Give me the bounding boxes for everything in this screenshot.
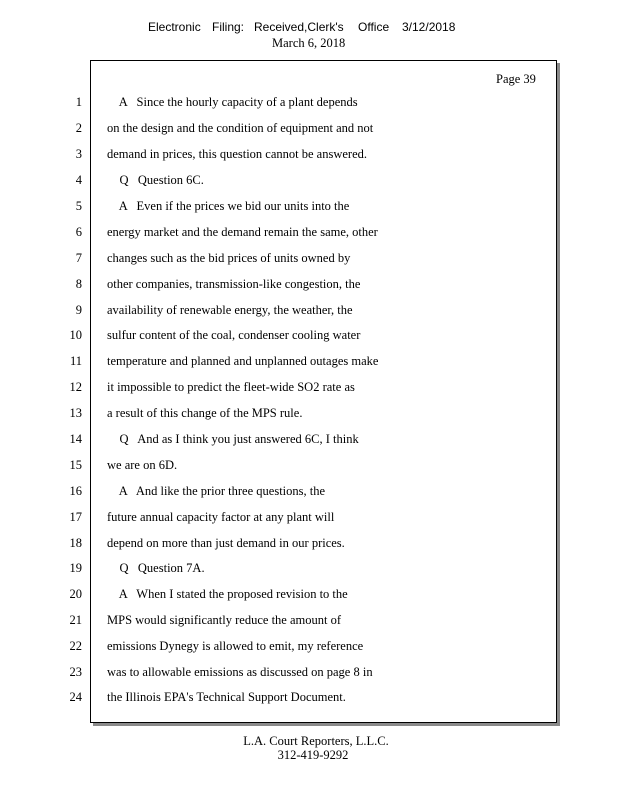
- transcript-line: on the design and the condition of equipment and not: [107, 121, 374, 135]
- line-number: 18: [69, 536, 82, 550]
- line-number: 16: [69, 484, 82, 498]
- transcript-line: it impossible to predict the fleet-wide SO2 rate as: [107, 380, 355, 394]
- filing-stamp-word: Office: [358, 20, 390, 34]
- transcript-line: energy market and the demand remain the same, other: [107, 225, 378, 239]
- transcript-line: Q Question 6C.: [107, 173, 204, 187]
- filing-stamp-word: Received,Clerk's: [254, 20, 344, 34]
- court-reporter-name: L.A. Court Reporters, L.L.C.: [243, 734, 389, 748]
- transcript-line: emissions Dynegy is allowed to emit, my reference: [107, 639, 364, 653]
- transcript-line: we are on 6D.: [107, 458, 178, 472]
- line-number: 17: [69, 510, 82, 524]
- transcript-line: A Since the hourly capacity of a plant depends: [107, 95, 358, 109]
- transcript-line: demand in prices, this question cannot be answered.: [107, 147, 367, 161]
- transcript-line: MPS would significantly reduce the amount of: [107, 613, 341, 627]
- transcript-date: March 6, 2018: [272, 36, 346, 50]
- line-number: 13: [69, 406, 82, 420]
- transcript-line: was to allowable emissions as discussed on page 8 in: [107, 665, 373, 679]
- transcript-line: depend on more than just demand in our prices.: [107, 536, 345, 550]
- line-number: 3: [75, 147, 82, 161]
- transcript-line: the Illinois EPA's Technical Support Document.: [107, 690, 346, 704]
- line-number: 21: [69, 613, 82, 627]
- court-reporter-phone: 312-419-9292: [277, 748, 349, 762]
- line-number: 7: [75, 251, 82, 265]
- line-number: 11: [69, 354, 82, 368]
- line-number: 15: [69, 458, 82, 472]
- transcript-line: changes such as the bid prices of units owned by: [107, 251, 351, 265]
- transcript-line: sulfur content of the coal, condenser cooling water: [107, 328, 361, 342]
- page-number: Page 39: [496, 72, 536, 86]
- transcript-line: availability of renewable energy, the weather, the: [107, 303, 353, 317]
- line-number: 5: [75, 199, 82, 213]
- filing-stamp-word: Filing:: [212, 20, 245, 34]
- line-number: 10: [69, 328, 82, 342]
- line-number: 24: [69, 690, 82, 704]
- line-number: 22: [69, 639, 82, 653]
- line-number: 14: [69, 432, 82, 446]
- transcript-line: A Even if the prices we bid our units into the: [107, 199, 350, 213]
- transcript-line: other companies, transmission-like congestion, the: [107, 277, 361, 291]
- transcript-line: Q And as I think you just answered 6C, I think: [107, 432, 359, 446]
- line-number: 23: [69, 665, 82, 679]
- transcript-line: a result of this change of the MPS rule.: [107, 406, 303, 420]
- line-number: 6: [75, 225, 82, 239]
- line-number: 4: [75, 173, 82, 187]
- filing-stamp-word: Electronic: [148, 20, 201, 34]
- line-number: 9: [75, 303, 82, 317]
- transcript-line: A And like the prior three questions, the: [107, 484, 326, 498]
- transcript-line: Q Question 7A.: [107, 561, 205, 575]
- transcript-line: temperature and planned and unplanned outages make: [107, 354, 379, 368]
- transcript-line: future annual capacity factor at any plant will: [107, 510, 335, 524]
- transcript-line: A When I stated the proposed revision to the: [107, 587, 348, 601]
- filing-stamp-date: 3/12/2018: [402, 20, 456, 34]
- line-number: 1: [75, 95, 82, 109]
- line-number: 19: [69, 561, 82, 575]
- line-number: 2: [75, 121, 82, 135]
- line-number: 8: [75, 277, 82, 291]
- line-number: 12: [69, 380, 82, 394]
- line-number: 20: [69, 587, 82, 601]
